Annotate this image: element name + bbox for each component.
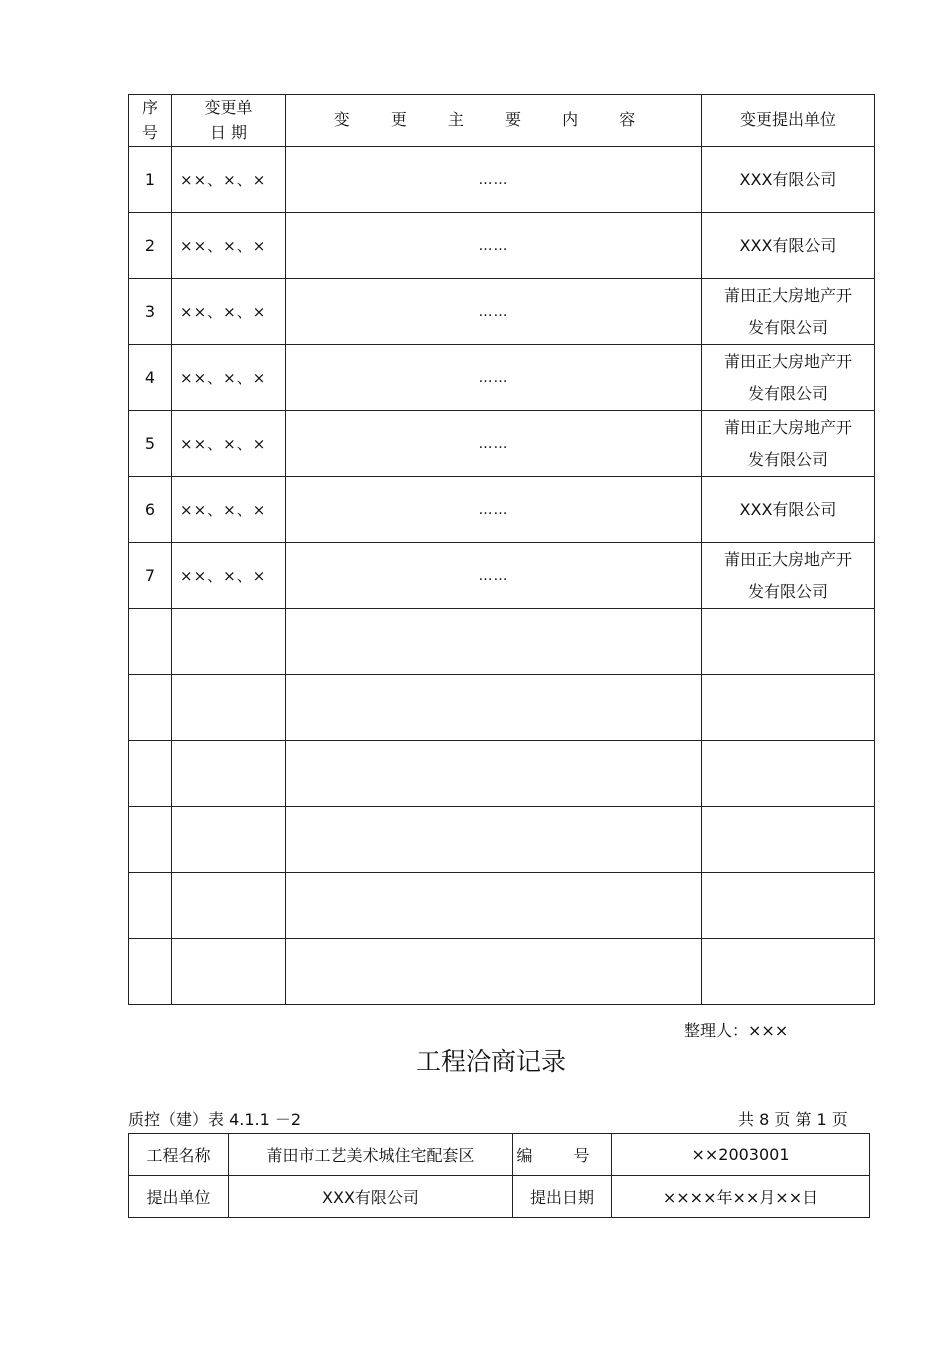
empty-cell	[286, 807, 702, 873]
empty-cell	[286, 873, 702, 939]
row-unit	[702, 477, 875, 543]
empty-cell	[286, 609, 702, 675]
form-code: 质控（建）表 4.1.1 －2	[128, 1110, 302, 1129]
row-unit	[702, 345, 875, 411]
empty-cell	[129, 939, 172, 1005]
empty-cell	[172, 939, 286, 1005]
empty-cell	[702, 741, 875, 807]
row-unit-line: 发有限公司	[747, 581, 828, 601]
row-unit-line: 莆田正大房地产开	[723, 285, 852, 305]
empty-row	[129, 873, 875, 939]
project-name-value: 莆田市工艺美术城住宅配套区	[229, 1134, 513, 1176]
row-unit-line: 莆田正大房地产开	[723, 549, 852, 569]
row-unit	[702, 147, 875, 213]
row-no: 7	[129, 543, 172, 609]
empty-cell	[172, 807, 286, 873]
empty-cell	[702, 807, 875, 873]
header-content	[286, 95, 702, 147]
table-row	[129, 279, 875, 345]
page-title: 工程洽商记录	[415, 1047, 566, 1076]
empty-row	[129, 675, 875, 741]
empty-cell	[286, 675, 702, 741]
header-content-label: 变 更 主 要 内 容	[333, 110, 654, 130]
row-unit	[702, 213, 875, 279]
empty-cell	[286, 939, 702, 1005]
info-row	[129, 1176, 870, 1218]
row-unit	[702, 411, 875, 477]
empty-cell	[129, 609, 172, 675]
empty-row	[129, 939, 875, 1005]
table-row	[129, 543, 875, 609]
row-date: ××、×、×	[172, 543, 286, 609]
organizer-signature: 整理人：×××	[684, 1021, 789, 1040]
table-row	[129, 147, 875, 213]
row-unit-line: 发有限公司	[747, 383, 828, 403]
empty-cell	[172, 873, 286, 939]
row-unit	[702, 279, 875, 345]
empty-cell	[702, 675, 875, 741]
project-name-label: 工程名称	[129, 1134, 229, 1176]
submitter-label: 提出单位	[129, 1176, 229, 1218]
empty-cell	[129, 741, 172, 807]
row-no: 5	[129, 411, 172, 477]
row-content: ……	[286, 477, 702, 543]
table-body	[129, 147, 875, 1005]
date-value: ××××年××月××日	[612, 1176, 870, 1218]
row-date: ××、×、×	[172, 213, 286, 279]
submitter-value: XXX有限公司	[229, 1176, 513, 1218]
header-no-line2: 号	[141, 122, 158, 142]
row-date: ××、×、×	[172, 279, 286, 345]
header-date-line2: 日 期	[209, 122, 248, 142]
row-no: 4	[129, 345, 172, 411]
row-date: ××、×、×	[172, 345, 286, 411]
empty-cell	[129, 675, 172, 741]
number-value: ××2003001	[612, 1134, 870, 1176]
row-no: 3	[129, 279, 172, 345]
empty-row	[129, 609, 875, 675]
change-log-table	[128, 94, 875, 1005]
empty-cell	[702, 873, 875, 939]
empty-cell	[172, 675, 286, 741]
page-info: 共 8 页 第 1 页	[738, 1110, 848, 1129]
table-row	[129, 477, 875, 543]
header-date-line1: 变更单	[204, 97, 253, 117]
header-date	[172, 95, 286, 147]
row-unit	[702, 543, 875, 609]
number-label-text: 编 号	[516, 1146, 608, 1165]
row-date: ××、×、×	[172, 477, 286, 543]
row-unit-line: 莆田正大房地产开	[723, 351, 852, 371]
table-row	[129, 345, 875, 411]
row-unit-line: XXX有限公司	[739, 235, 837, 255]
empty-cell	[702, 609, 875, 675]
row-date: ××、×、×	[172, 147, 286, 213]
empty-cell	[129, 807, 172, 873]
header-unit: 变更提出单位	[702, 95, 875, 147]
row-content: ……	[286, 147, 702, 213]
project-info-table	[128, 1133, 870, 1218]
info-row	[129, 1134, 870, 1176]
number-label	[513, 1134, 612, 1176]
row-content: ……	[286, 411, 702, 477]
row-unit-line: XXX有限公司	[739, 169, 837, 189]
empty-row	[129, 807, 875, 873]
row-unit-line: 发有限公司	[747, 449, 828, 469]
row-date: ××、×、×	[172, 411, 286, 477]
row-content: ……	[286, 543, 702, 609]
empty-cell	[286, 741, 702, 807]
header-no-line1: 序	[141, 97, 158, 117]
empty-cell	[172, 741, 286, 807]
table-header-row	[129, 95, 875, 147]
row-content: ……	[286, 279, 702, 345]
empty-cell	[172, 609, 286, 675]
date-label: 提出日期	[513, 1176, 612, 1218]
empty-row	[129, 741, 875, 807]
row-content: ……	[286, 345, 702, 411]
row-unit-line: 莆田正大房地产开	[723, 417, 852, 437]
table-row	[129, 213, 875, 279]
header-no	[129, 95, 172, 147]
row-unit-line: 发有限公司	[747, 317, 828, 337]
row-content: ……	[286, 213, 702, 279]
row-unit-line: XXX有限公司	[739, 499, 837, 519]
row-no: 1	[129, 147, 172, 213]
row-no: 6	[129, 477, 172, 543]
empty-cell	[702, 939, 875, 1005]
table-row	[129, 411, 875, 477]
row-no: 2	[129, 213, 172, 279]
empty-cell	[129, 873, 172, 939]
